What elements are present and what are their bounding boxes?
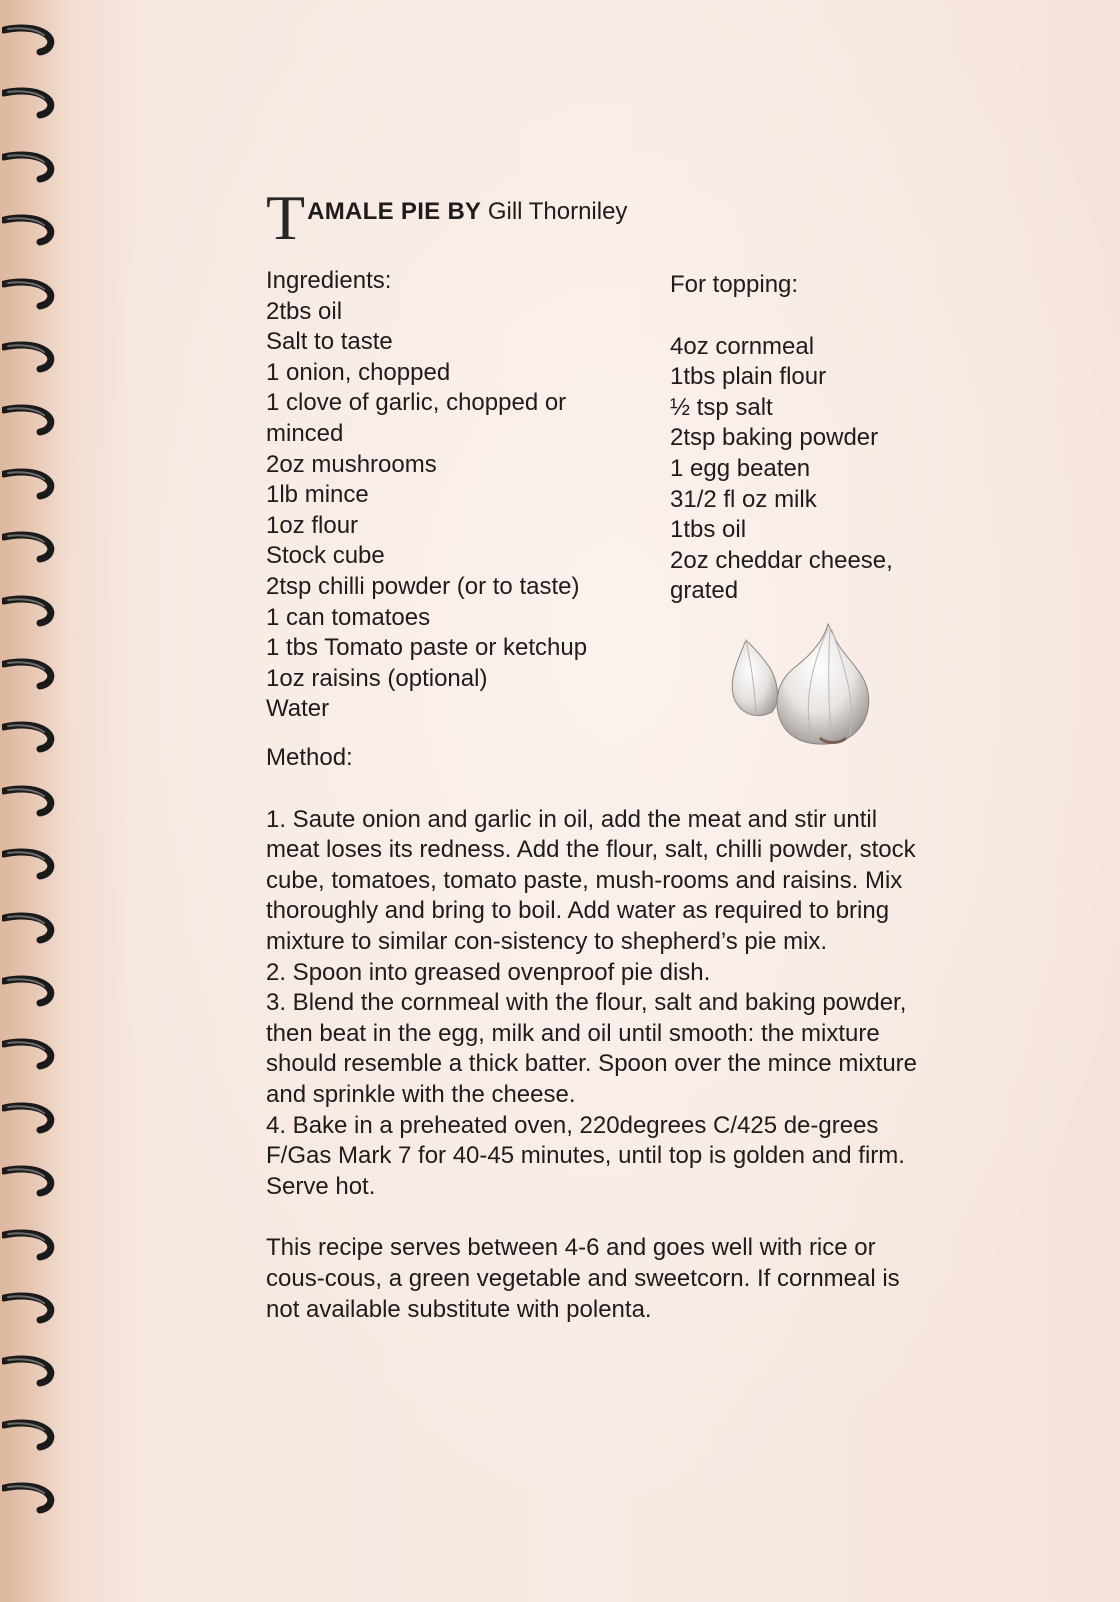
binding-coil	[2, 22, 62, 56]
binding-coil-wire	[4, 1423, 51, 1447]
recipe-author: Gill Thorniley	[487, 198, 628, 225]
method-step: 1. Saute onion and garlic in oil, add the meat and stir until meat loses its redness. Add the flour, salt, chilli powder, stock cube, tomatoes, tomato paste, mush-rooms and raisins. Mix thoroughly and bring to boil. Add water as required to bring mixture to similar con-sistency to shepherd’s pie mix.	[266, 805, 916, 955]
binding-coil-wire	[4, 725, 51, 749]
binding-coil-wire	[4, 91, 51, 115]
binding-coil-wire	[4, 1486, 51, 1510]
binding-coil	[2, 1353, 62, 1387]
binding-coil-wire	[4, 979, 51, 1003]
method-label: Method:	[266, 744, 353, 771]
binding-coil-wire	[4, 282, 51, 306]
binding-coil-wire	[4, 345, 51, 369]
title-dropcap: T	[266, 182, 306, 253]
ingredient-item: 2tsp chilli powder (or to taste)	[266, 572, 580, 600]
ingredient-item: 1 clove of garlic, chopped or minced	[266, 389, 567, 447]
binding-coil	[2, 402, 62, 436]
binding-coil-wire	[4, 28, 51, 52]
binding-coil	[2, 1417, 62, 1451]
ingredient-item: 1 onion, chopped	[266, 358, 451, 386]
ingredient-item: 2oz mushrooms	[266, 450, 437, 478]
binding-coil-wire	[4, 535, 51, 559]
binding-coil	[2, 1036, 62, 1070]
title-text: AMALE PIE	[307, 198, 441, 225]
garlic-bulb-icon	[716, 620, 906, 760]
ingredient-item: 1oz raisins (optional)	[266, 664, 488, 692]
ingredient-item: Stock cube	[266, 542, 385, 570]
binding-coil	[2, 1290, 62, 1324]
topping-item: 4oz cornmeal	[670, 332, 815, 360]
binding-coil-wire	[4, 155, 51, 179]
ingredient-item: 1lb mince	[266, 481, 369, 509]
binding-coil	[2, 529, 62, 563]
binding-coil-wire	[4, 1296, 51, 1320]
binding-coil	[2, 846, 62, 880]
binding-coil	[2, 466, 62, 500]
topping-item: 2oz cheddar cheese, grated	[670, 546, 893, 605]
ingredients-list	[266, 297, 646, 725]
topping-list	[670, 332, 930, 607]
binding-coil-wire	[4, 218, 51, 242]
ingredient-item: Salt to taste	[266, 328, 393, 356]
binding-coil	[2, 85, 62, 119]
recipe-title	[266, 182, 628, 253]
method-step: 3. Blend the cornmeal with the flour, salt and baking powder, then beat in the egg, milk and oil until smooth: the mixture should resemble a thick batter. Spoon over the mince mixture and sprinkle with the cheese.	[266, 989, 917, 1108]
binding-coil-wire	[4, 916, 51, 940]
binding-coil-wire	[4, 472, 51, 496]
binding-coil	[2, 212, 62, 246]
binding-coil-wire	[4, 1359, 51, 1383]
ingredient-item: 1 can tomatoes	[266, 603, 431, 631]
binding-coil-wire	[4, 408, 51, 432]
ingredient-item: 1oz flour	[266, 511, 359, 539]
binding-coil	[2, 910, 62, 944]
topping-item: 1 egg beaten	[670, 454, 811, 482]
binding-coil	[2, 719, 62, 753]
binding-coil-wire	[4, 1106, 51, 1130]
method-step: 2. Spoon into greased ovenproof pie dish.	[266, 958, 711, 986]
ingredients-label: Ingredients:	[266, 267, 392, 294]
topping-item: 31/2 fl oz milk	[670, 485, 817, 513]
topping-item: ½ tsp salt	[670, 393, 773, 421]
binding-coil	[2, 149, 62, 183]
binding-coil	[2, 1100, 62, 1134]
binding-coil-wire	[4, 1233, 51, 1257]
binding-coil	[2, 656, 62, 690]
method-section	[266, 743, 926, 1325]
binding-coil	[2, 593, 62, 627]
binding-coil	[2, 1227, 62, 1261]
ingredient-item: 1 tbs Tomato paste or ketchup	[266, 634, 588, 662]
binding-coil-wire	[4, 1169, 51, 1193]
binding-coil	[2, 339, 62, 373]
spiral-binding	[0, 0, 70, 1602]
binding-coil	[2, 1480, 62, 1514]
topping-section	[670, 270, 930, 607]
method-step: 4. Bake in a preheated oven, 220degrees C/425 de-grees F/Gas Mark 7 for 40-45 minutes, until top is golden and firm. Serve hot.	[266, 1111, 905, 1200]
binding-coil-wire	[4, 662, 51, 686]
topping-item: 2tsp baking powder	[670, 424, 879, 452]
topping-item: 1tbs plain flour	[670, 363, 827, 391]
ingredients-section	[266, 266, 646, 725]
binding-coil	[2, 1163, 62, 1197]
binding-coil	[2, 276, 62, 310]
binding-coil-wire	[4, 852, 51, 876]
binding-coil-wire	[4, 1042, 51, 1066]
serving-note: This recipe serves between 4-6 and goes well with rice or cous-cous, a green vegetable and sweetcorn. If cornmeal is not available substitute with polenta.	[266, 1234, 900, 1323]
binding-coil	[2, 783, 62, 817]
title-by: BY	[447, 198, 481, 225]
ingredient-item: Water	[266, 695, 330, 723]
binding-coil-wire	[4, 599, 51, 623]
topping-item: 1tbs oil	[670, 516, 747, 544]
ingredient-item: 2tbs oil	[266, 297, 343, 325]
binding-coil	[2, 973, 62, 1007]
topping-label: For topping:	[670, 271, 799, 298]
binding-coil-wire	[4, 789, 51, 813]
